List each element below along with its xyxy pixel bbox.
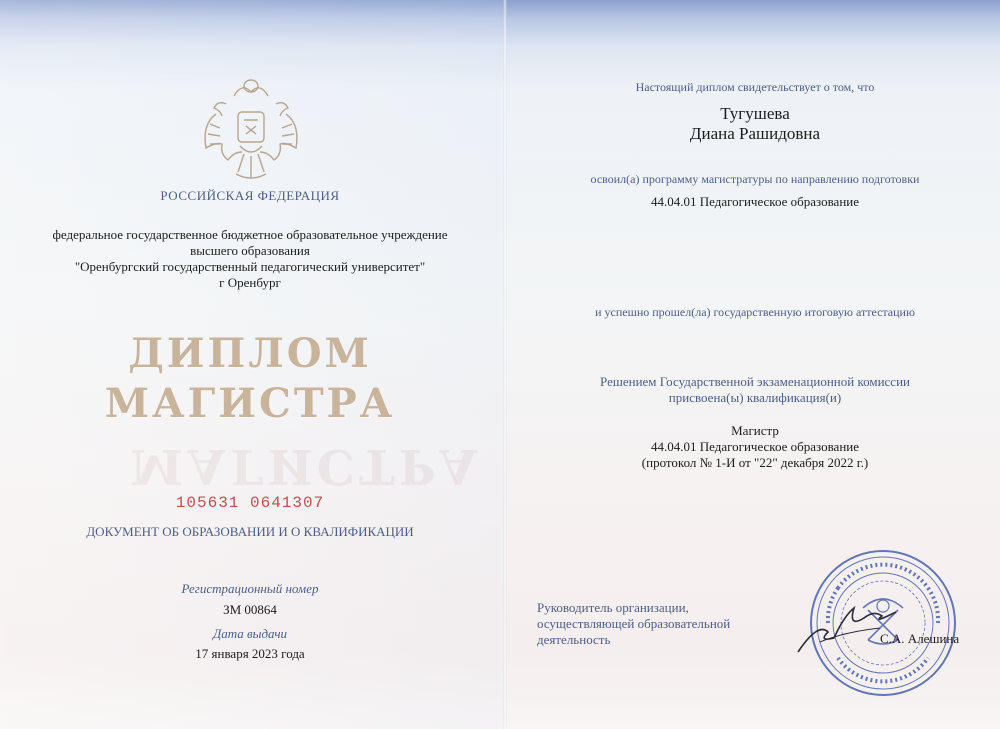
holder-surname: Тугушева: [720, 104, 790, 123]
issue-date-value: 17 января 2023 года: [195, 646, 305, 661]
diploma-title-line-2: МАГИСТРА: [104, 380, 396, 427]
decision-line-2: присвоена(ы) квалификация(и): [668, 390, 842, 405]
attestation-text: и успешно прошел(ла) государственную итоговую аттестацию: [595, 305, 915, 319]
qualification-program: 44.04.01 Педагогическое образование: [650, 439, 860, 454]
country-label: РОССИЙСКАЯ ФЕДЕРАЦИЯ: [160, 188, 340, 203]
serial-number: 105631 0641307: [175, 494, 325, 512]
head-label-line-3: деятельность: [537, 632, 611, 647]
document-type-label: ДОКУМЕНТ ОБ ОБРАЗОВАНИИ И О КВАЛИФИКАЦИИ: [86, 524, 414, 539]
signatory-name: С.А. Алешина: [880, 631, 960, 646]
holder-name: Диана Рашидовна: [689, 124, 821, 143]
institution-line-4: г Оренбург: [219, 275, 281, 290]
diploma-title-line-1: ДИПЛОМ: [128, 330, 372, 377]
intro-text: Настоящий диплом свидетельствует о том, что: [635, 80, 875, 94]
title-reverse-ghost: МАГИСТРА: [130, 438, 482, 494]
protocol-text: (протокол № 1-И от "22" декабря 2022 г.): [641, 455, 869, 470]
head-label-line-1: Руководитель организации,: [537, 600, 689, 615]
eagle-emblem-icon: [196, 74, 306, 186]
institution-line-1: федеральное государственное бюджетное образовательное учреждение: [52, 227, 448, 242]
handwritten-signature-icon: [790, 590, 910, 660]
issue-date-label: Дата выдачи: [212, 626, 288, 641]
registration-number-value: ЗМ 00864: [223, 602, 277, 617]
qualification-value: Магистр: [731, 423, 779, 438]
program-label: освоил(а) программу магистратуры по направлению подготовки: [590, 172, 920, 186]
registration-number-label: Регистрационный номер: [181, 581, 319, 596]
institution-line-2: высшего образования: [190, 243, 310, 258]
program-value: 44.04.01 Педагогическое образование: [650, 194, 860, 209]
decision-line-1: Решением Государственной экзаменационной комиссии: [600, 374, 910, 389]
head-label-line-2: осуществляющей образовательной: [537, 616, 731, 631]
institution-line-3: "Оренбургский государственный педагогический университет": [74, 259, 426, 274]
